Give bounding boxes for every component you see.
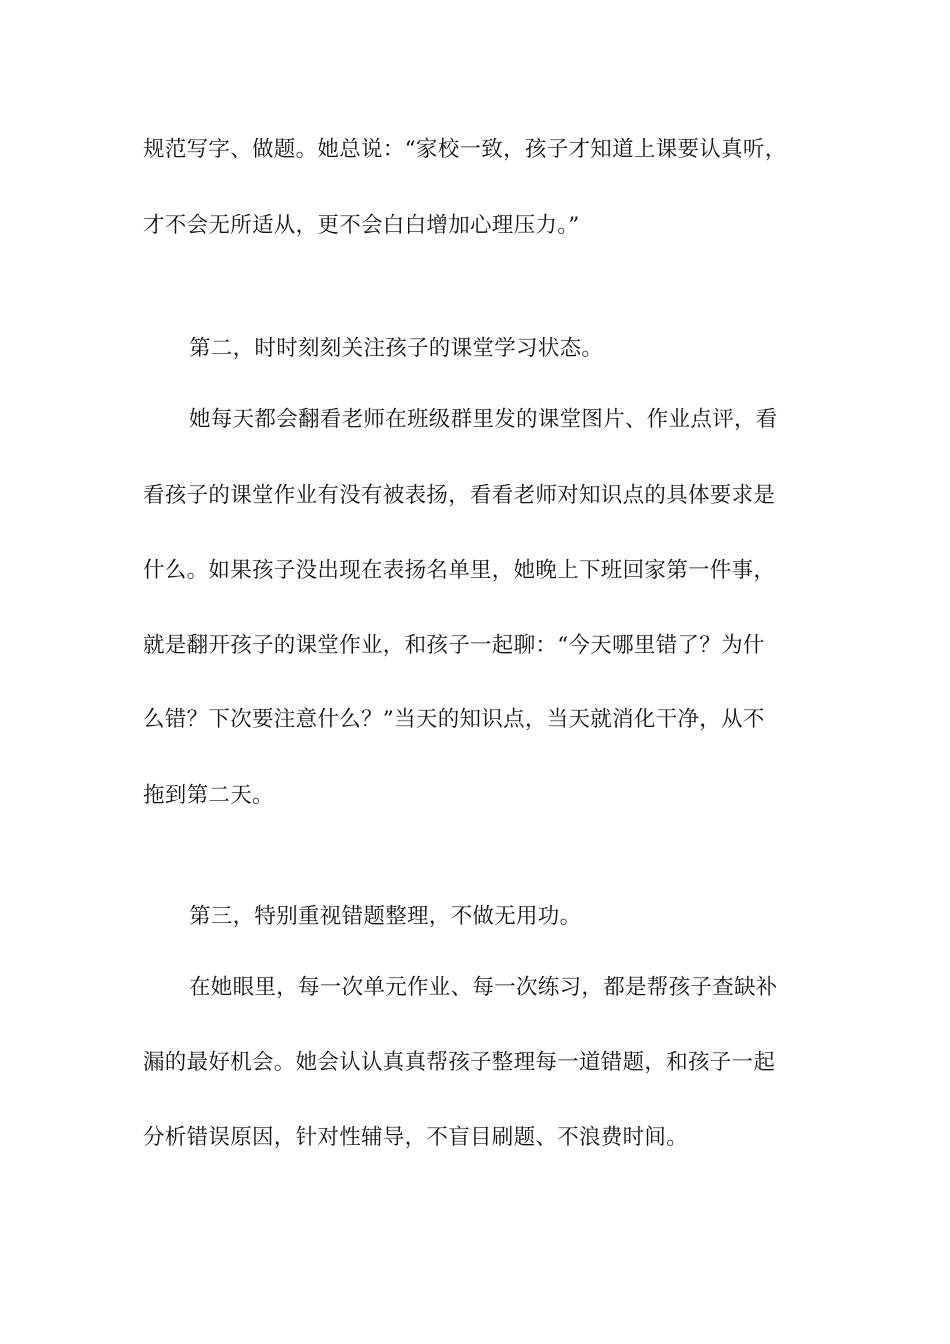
paragraph-line: 她每天都会翻看老师在班级群里发的课堂图片、作业点评，看 [189, 407, 778, 432]
section-heading: 第二，时时刻刻关注孩子的课堂学习状态。 [189, 336, 604, 361]
paragraph-line: 才不会无所适从，更不会白白增加心理压力。” [143, 213, 580, 238]
paragraph-line: 就是翻开孩子的课堂作业，和孩子一起聊：“今天哪里错了？为什 [143, 633, 765, 658]
paragraph-line: 什么。如果孩子没出现在表扬名单里，她晚上下班回家第一件事， [143, 558, 776, 583]
paragraph-line: 么错？下次要注意什么？”当天的知识点，当天就消化干净，从不 [143, 707, 765, 732]
paragraph-line: 漏的最好机会。她会认认真真帮孩子整理每一道错题，和孩子一起 [143, 1050, 776, 1075]
paragraph-line: 在她眼里，每一次单元作业、每一次练习，都是帮孩子查缺补 [189, 975, 778, 1000]
paragraph-line: 规范写字、做题。她总说：“家校一致，孩子才知道上课要认真听， [143, 137, 787, 162]
paragraph-line: 拖到第二天。 [143, 783, 274, 808]
section-heading: 第三，特别重视错题整理，不做无用功。 [189, 904, 582, 929]
paragraph-line: 分析错误原因，针对性辅导，不盲目刷题、不浪费时间。 [143, 1125, 689, 1150]
paragraph-line: 看孩子的课堂作业有没有被表扬，看看老师对知识点的具体要求是 [143, 483, 776, 508]
